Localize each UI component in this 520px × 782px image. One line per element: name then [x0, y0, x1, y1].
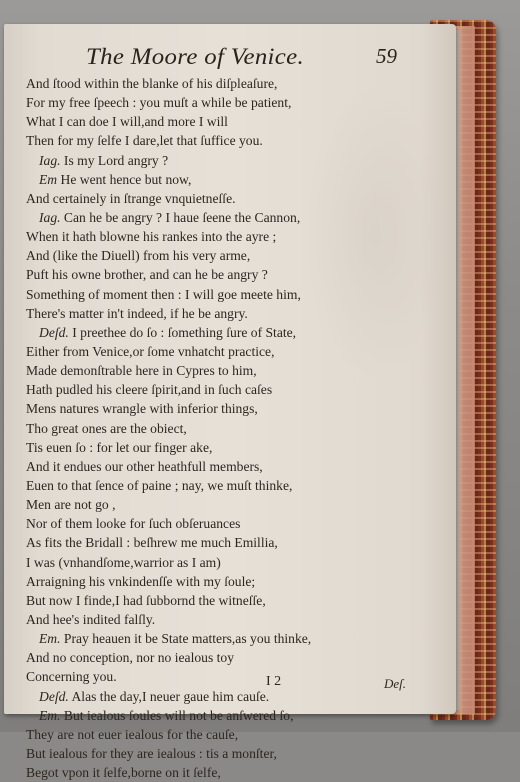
line-text: As fits the Bridall : beſhrew me much Emillia, — [26, 535, 278, 551]
line-text: And it endues our other heathfull members, — [26, 458, 263, 474]
speaker-prefix: Iag. — [39, 209, 61, 225]
text-line — [26, 457, 426, 476]
text-line — [26, 744, 426, 763]
line-text: Made demonſtrable here in Cypres to him, — [26, 363, 257, 379]
text-line — [26, 399, 426, 418]
line-text: And hee's indited falſly. — [26, 611, 156, 627]
text-line — [26, 629, 426, 648]
line-text: When it hath blowne his rankes into the ayre ; — [26, 229, 277, 245]
line-text: Pray heauen it be State matters,as you thinke, — [60, 631, 312, 647]
text-line — [26, 227, 426, 246]
line-text: Can he be angry ? I haue ſeene the Cannon, — [60, 209, 301, 225]
line-text: Mens natures wrangle with inferior things, — [26, 401, 258, 417]
text-line — [26, 419, 426, 438]
speaker-prefix: Deſd. — [39, 688, 69, 704]
text-line — [26, 151, 426, 170]
signature-mark: I 2 — [266, 674, 282, 689]
text-line — [26, 265, 426, 284]
text-line — [26, 304, 426, 323]
speaker-prefix: Em — [39, 171, 58, 187]
line-text: Euen to that ſence of paine ; nay, we muſt thinke, — [26, 477, 293, 493]
line-text: They are not euer iealous for the cauſe, — [26, 726, 239, 742]
line-text: Men are not go , — [26, 497, 116, 513]
text-line — [26, 131, 426, 150]
speaker-prefix: Deſd. — [39, 324, 69, 340]
book-page — [4, 24, 456, 781]
line-text: But iealous ſoules will not be anſwered ſo, — [60, 707, 294, 723]
page-footer — [4, 674, 456, 698]
text-line — [26, 476, 426, 495]
line-text: But iealous for they are iealous : tis a monſter, — [26, 745, 277, 761]
text-line — [26, 591, 426, 610]
text-line — [26, 246, 426, 265]
line-text: For my free ſpeech : you muſt a while be patient, — [26, 95, 292, 111]
line-text: And certainely in ſtrange vnquietneſſe. — [26, 190, 236, 206]
line-text: Nor of them looke for ſuch obſeruances — [26, 516, 241, 532]
text-line — [26, 572, 426, 591]
text-line — [26, 285, 426, 304]
line-text: And ſtood within the blanke of his diſpleaſure, — [26, 76, 278, 91]
text-line — [26, 380, 426, 399]
text-line — [26, 112, 426, 131]
line-text: I was (vnhandſome,warrior as I am) — [26, 554, 221, 570]
text-line — [26, 763, 426, 782]
catchword: Deſ. — [384, 676, 407, 691]
text-line — [26, 361, 426, 380]
text-line — [26, 342, 426, 361]
speaker-prefix: Em. — [39, 707, 61, 723]
line-text: Alas the day,I neuer gaue him cauſe. — [68, 688, 270, 704]
line-text: Hath pudled his cleere ſpirit,and in ſuch caſes — [26, 382, 273, 398]
line-text: But now I finde,I had ſubbornd the witneſſe, — [26, 592, 266, 608]
line-text: Something of moment then : I will goe meete him, — [26, 286, 301, 302]
text-line — [26, 514, 426, 533]
line-text: I preethee do ſo : ſomething ſure of State, — [68, 324, 297, 340]
line-text: Is my Lord angry ? — [60, 152, 169, 168]
text-line — [26, 610, 426, 629]
text-line — [26, 495, 426, 514]
line-text: And (like the Diuell) from his very arme, — [26, 248, 251, 264]
text-line — [26, 93, 426, 112]
text-line — [26, 323, 426, 342]
line-text: Concerning you. — [26, 669, 117, 685]
line-text: Tho great ones are the obiect, — [26, 420, 187, 436]
line-text: Then for my ſelfe I dare,let that ſuffice you. — [26, 133, 263, 149]
line-text: Arraigning his vnkindenſſe with my ſoule; — [26, 573, 256, 589]
line-text: Begot vpon it ſelfe,borne on it ſelfe, — [26, 765, 221, 781]
page-number: 59 — [376, 44, 397, 68]
line-text: And no conception, nor no iealous toy — [26, 650, 235, 666]
line-text: There's matter in't indeed, if he be angry. — [26, 305, 248, 321]
text-line — [26, 648, 426, 667]
text-line — [26, 553, 426, 572]
line-text: He went hence but now, — [57, 171, 192, 187]
speaker-prefix: Em. — [39, 631, 61, 647]
text-line — [26, 706, 426, 725]
text-line — [26, 725, 426, 744]
text-line — [26, 170, 426, 189]
page-header — [64, 40, 424, 72]
text-line — [26, 74, 426, 93]
line-text: Either from Venice,or ſome vnhatcht practice, — [26, 343, 275, 359]
line-text: Puft his owne brother, and can he be angry ? — [26, 267, 268, 283]
line-text: What I can doe I will,and more I will — [26, 114, 228, 130]
text-line — [26, 208, 426, 227]
text-line — [26, 533, 426, 552]
running-head: The Moore of Venice. — [86, 44, 305, 69]
speaker-prefix: Iag. — [39, 152, 61, 168]
text-line — [26, 438, 426, 457]
line-text: Tis euen ſo : for let our finger ake, — [26, 439, 213, 455]
text-line — [26, 189, 426, 208]
